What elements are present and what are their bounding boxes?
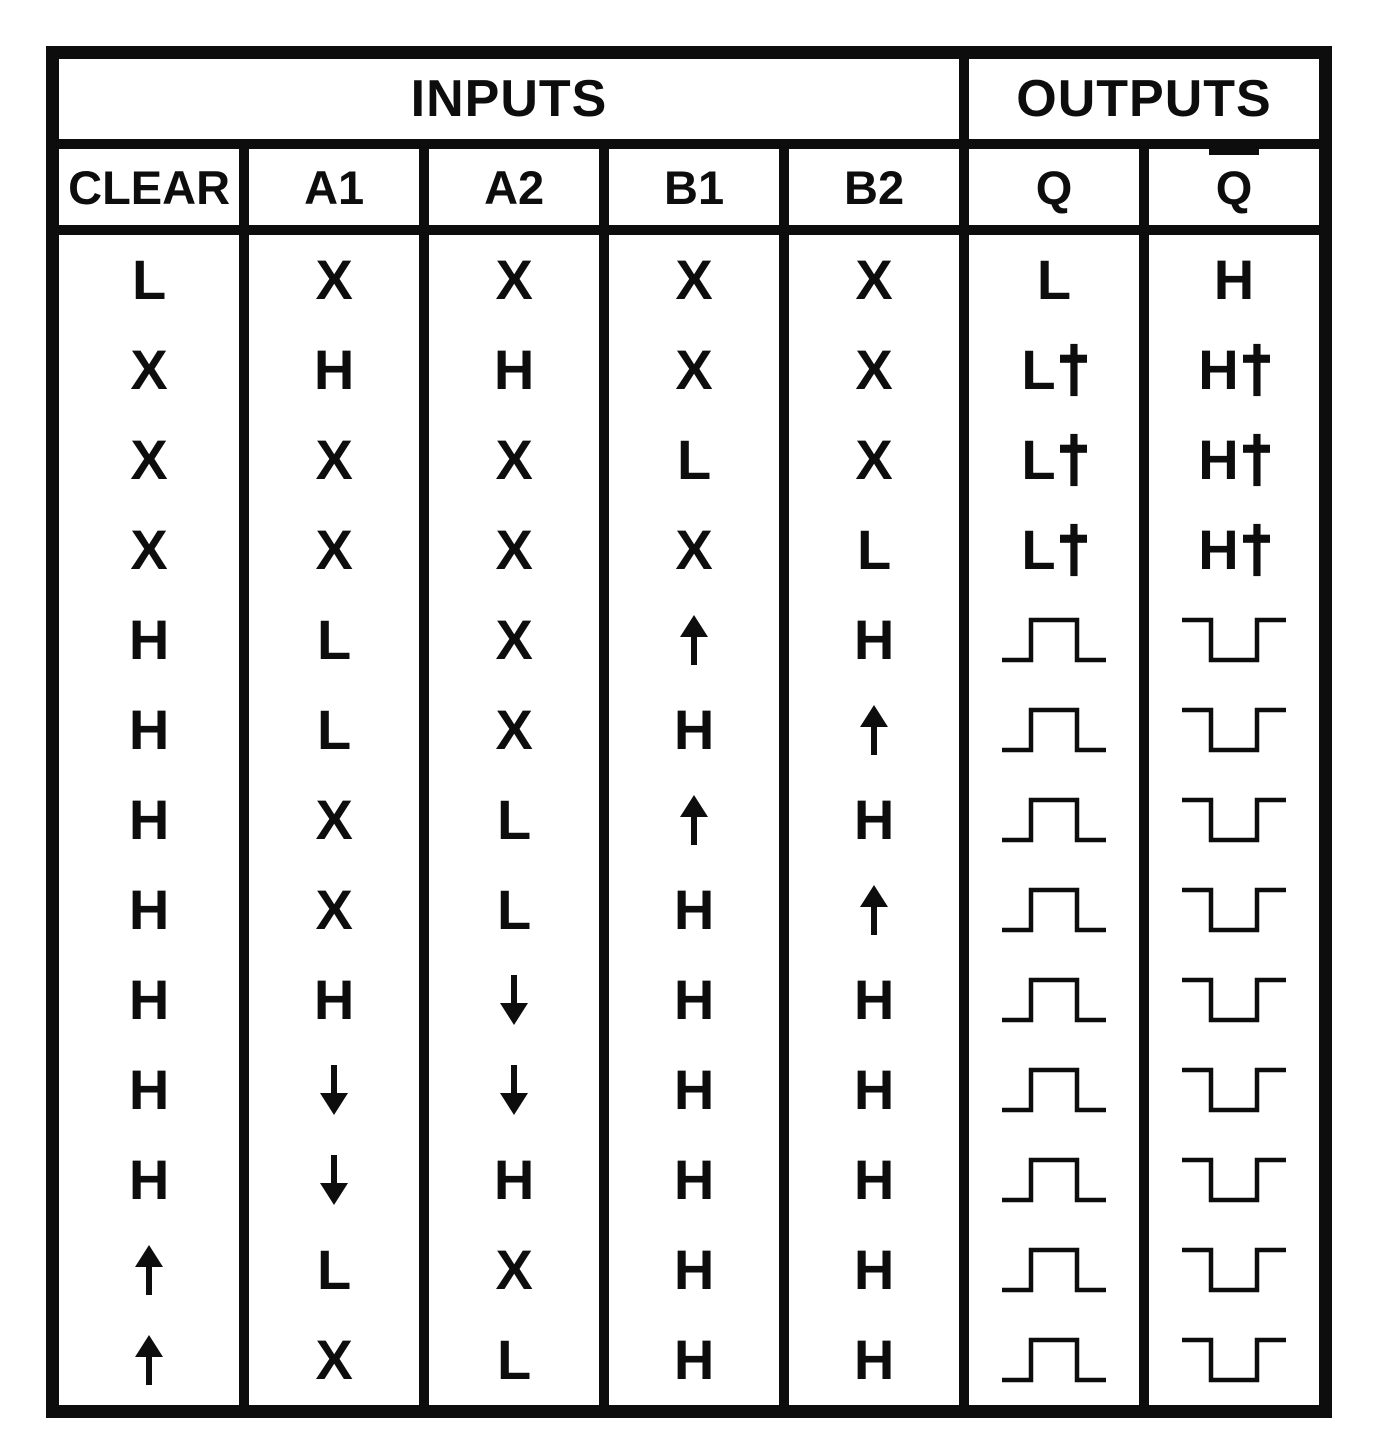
logic-level: X <box>495 248 533 311</box>
table-cell <box>1149 1225 1319 1315</box>
table-cell <box>1149 325 1319 415</box>
table-cell <box>609 415 779 505</box>
logic-level: X <box>130 338 168 401</box>
data-column-q-bar <box>1149 235 1319 1405</box>
table-cell <box>59 415 239 505</box>
table-cell <box>1149 685 1319 775</box>
positive-pulse-icon <box>1000 975 1108 1025</box>
table-cell <box>429 505 599 595</box>
logic-level: L <box>856 518 892 581</box>
table-cell <box>249 775 419 865</box>
table-cell <box>789 1225 959 1315</box>
negative-pulse-icon <box>1180 795 1288 845</box>
table-cell <box>969 1315 1139 1405</box>
table-cell <box>969 415 1139 505</box>
logic-level: H <box>128 968 170 1031</box>
logic-level: H <box>313 968 355 1031</box>
logic-level: H <box>493 338 535 401</box>
logic-level: L <box>497 1328 532 1391</box>
dagger-footnote-marker-icon <box>1060 523 1087 577</box>
table-cell <box>789 325 959 415</box>
output-level-with-dagger: L <box>1021 432 1086 488</box>
table-cell <box>969 1225 1139 1315</box>
logic-level: X <box>855 338 893 401</box>
table-cell <box>1149 955 1319 1045</box>
logic-level: H <box>1213 248 1255 311</box>
data-column-a1 <box>249 235 419 1405</box>
table-cell <box>429 1135 599 1225</box>
data-column-b1 <box>609 235 779 1405</box>
output-level-with-dagger: H <box>1198 342 1269 398</box>
logic-level: H <box>128 1058 170 1121</box>
table-cell <box>59 865 239 955</box>
column-header-b1 <box>609 149 779 225</box>
data-column-b2 <box>789 235 959 1405</box>
negative-pulse-icon <box>1180 1245 1288 1295</box>
rising-edge-arrow-icon <box>680 615 708 665</box>
table-cell <box>609 505 779 595</box>
dagger-footnote-marker-icon <box>1060 343 1087 397</box>
logic-level: X <box>315 1328 353 1391</box>
table-cell <box>59 595 239 685</box>
logic-level: X <box>495 698 533 761</box>
logic-level: X <box>495 428 533 491</box>
table-cell <box>789 955 959 1045</box>
table-cell <box>789 505 959 595</box>
logic-level: H <box>673 1328 715 1391</box>
table-cell <box>969 955 1139 1045</box>
logic-level: L <box>131 248 167 311</box>
table-cell <box>249 1135 419 1225</box>
table-cell <box>59 1135 239 1225</box>
negative-pulse-icon <box>1180 1155 1288 1205</box>
data-column-q <box>969 235 1139 1405</box>
output-level-with-dagger: L <box>1021 522 1086 578</box>
positive-pulse-icon <box>1000 705 1108 755</box>
dagger-footnote-marker-icon <box>1060 433 1087 487</box>
table-cell <box>1149 1045 1319 1135</box>
table-cell <box>789 1135 959 1225</box>
table-cell <box>59 775 239 865</box>
rising-edge-arrow-icon <box>135 1335 163 1385</box>
falling-edge-arrow-icon <box>320 1155 348 1205</box>
logic-level: H <box>853 608 895 671</box>
logic-level: H <box>673 878 715 941</box>
table-cell <box>969 235 1139 325</box>
table-cell <box>59 325 239 415</box>
dagger-footnote-marker-icon <box>1243 433 1270 487</box>
table-cell <box>249 1225 419 1315</box>
logic-level: H <box>673 1058 715 1121</box>
logic-level: H <box>128 698 170 761</box>
table-cell <box>789 865 959 955</box>
table-cell <box>609 685 779 775</box>
logic-level: H <box>673 1148 715 1211</box>
logic-level: H <box>853 1328 895 1391</box>
logic-level: H <box>673 1238 715 1301</box>
logic-level: H <box>853 1148 895 1211</box>
logic-level: H <box>128 608 170 671</box>
table-cell <box>789 1315 959 1405</box>
table-cell <box>429 235 599 325</box>
negative-pulse-icon <box>1180 885 1288 935</box>
table-cell <box>1149 775 1319 865</box>
data-column-clear <box>59 235 239 1405</box>
output-level-with-dagger: H <box>1198 432 1269 488</box>
logic-level: H <box>128 788 170 851</box>
table-cell <box>249 415 419 505</box>
logic-level: X <box>675 338 713 401</box>
table-cell <box>1149 1315 1319 1405</box>
table-cell <box>969 1135 1139 1225</box>
table-cell <box>59 1225 239 1315</box>
logic-level: L <box>1036 248 1072 311</box>
table-cell <box>609 1135 779 1225</box>
negative-pulse-icon <box>1180 1335 1288 1385</box>
table-cell <box>249 325 419 415</box>
rising-edge-arrow-icon <box>860 885 888 935</box>
outputs-group-header: OUTPUTS <box>969 59 1319 139</box>
table-cell <box>1149 865 1319 955</box>
positive-pulse-icon <box>1000 885 1108 935</box>
positive-pulse-icon <box>1000 795 1108 845</box>
table-cell <box>249 1315 419 1405</box>
logic-level: X <box>130 428 168 491</box>
table-cell <box>429 1315 599 1405</box>
table-cell <box>429 1045 599 1135</box>
dagger-footnote-marker-icon <box>1243 523 1270 577</box>
column-header-q-bar <box>1149 149 1319 225</box>
output-level-with-dagger: L <box>1021 342 1086 398</box>
column-header-q <box>969 149 1139 225</box>
table-cell <box>969 505 1139 595</box>
logic-level: X <box>130 518 168 581</box>
logic-level: X <box>495 1238 533 1301</box>
logic-level: X <box>315 248 353 311</box>
table-cell <box>429 955 599 1045</box>
column-header-a2-label: A2 <box>484 160 545 214</box>
table-cell <box>59 235 239 325</box>
logic-level: X <box>855 428 893 491</box>
rising-edge-arrow-icon <box>680 795 708 845</box>
positive-pulse-icon <box>1000 615 1108 665</box>
table-cell <box>429 865 599 955</box>
logic-level: H <box>853 1058 895 1121</box>
logic-level: L <box>317 608 352 671</box>
logic-level: H <box>673 968 715 1031</box>
logic-level: L <box>317 1238 352 1301</box>
table-cell <box>789 1045 959 1135</box>
table-cell <box>429 685 599 775</box>
table-cell <box>249 1045 419 1135</box>
table-cell <box>1149 1135 1319 1225</box>
logic-level: X <box>495 518 533 581</box>
inputs-group-header: INPUTS <box>59 59 959 139</box>
column-header-a2 <box>429 149 599 225</box>
table-cell <box>249 955 419 1045</box>
table-cell <box>429 1225 599 1315</box>
table-cell <box>249 505 419 595</box>
logic-level: X <box>495 608 533 671</box>
falling-edge-arrow-icon <box>500 1065 528 1115</box>
table-cell <box>1149 415 1319 505</box>
negative-pulse-icon <box>1180 705 1288 755</box>
falling-edge-arrow-icon <box>320 1065 348 1115</box>
table-cell <box>59 955 239 1045</box>
column-header-q-bar-label: Q <box>1215 160 1253 214</box>
table-cell <box>249 865 419 955</box>
logic-level: X <box>315 788 353 851</box>
table-cell <box>789 595 959 685</box>
column-header-b2 <box>789 149 959 225</box>
logic-level: X <box>315 878 353 941</box>
data-column-a2 <box>429 235 599 1405</box>
table-cell <box>969 595 1139 685</box>
table-cell <box>429 775 599 865</box>
table-cell <box>59 685 239 775</box>
logic-level: H <box>128 1148 170 1211</box>
logic-level: L <box>317 698 352 761</box>
table-cell <box>969 865 1139 955</box>
table-cell <box>429 415 599 505</box>
logic-level: H <box>853 1238 895 1301</box>
positive-pulse-icon <box>1000 1065 1108 1115</box>
logic-level: L <box>497 788 532 851</box>
positive-pulse-icon <box>1000 1155 1108 1205</box>
table-cell <box>789 685 959 775</box>
positive-pulse-icon <box>1000 1245 1108 1295</box>
table-cell <box>59 1045 239 1135</box>
table-cell <box>969 1045 1139 1135</box>
table-cell <box>609 865 779 955</box>
table-cell <box>249 235 419 325</box>
table-cell <box>1149 595 1319 685</box>
logic-level: X <box>315 428 353 491</box>
logic-level: H <box>853 788 895 851</box>
table-cell <box>789 775 959 865</box>
column-header-a1 <box>249 149 419 225</box>
column-header-a1-label: A1 <box>304 160 365 214</box>
table-cell <box>969 775 1139 865</box>
table-cell <box>249 595 419 685</box>
logic-level: L <box>497 878 532 941</box>
logic-level: H <box>128 878 170 941</box>
table-cell <box>609 775 779 865</box>
negative-pulse-icon <box>1180 1065 1288 1115</box>
positive-pulse-icon <box>1000 1335 1108 1385</box>
column-header-b1-label: B1 <box>664 160 725 214</box>
table-cell <box>429 325 599 415</box>
table-cell <box>789 235 959 325</box>
negative-pulse-icon <box>1180 615 1288 665</box>
logic-level: H <box>853 968 895 1031</box>
logic-level: X <box>315 518 353 581</box>
column-header-q-label: Q <box>1035 160 1073 214</box>
table-cell <box>609 1315 779 1405</box>
table-cell <box>59 1315 239 1405</box>
table-cell <box>1149 505 1319 595</box>
negative-pulse-icon <box>1180 975 1288 1025</box>
logic-level: X <box>855 248 893 311</box>
column-header-clear <box>59 149 239 225</box>
table-cell <box>429 595 599 685</box>
logic-level: X <box>675 248 713 311</box>
table-cell <box>609 1225 779 1315</box>
table-cell <box>609 325 779 415</box>
table-cell <box>609 1045 779 1135</box>
logic-level: H <box>673 698 715 761</box>
table-cell <box>969 325 1139 415</box>
table-cell <box>59 505 239 595</box>
dagger-footnote-marker-icon <box>1243 343 1270 397</box>
table-cell <box>249 685 419 775</box>
logic-level: H <box>313 338 355 401</box>
column-header-b2-label: B2 <box>844 160 905 214</box>
table-cell <box>609 595 779 685</box>
table-cell <box>609 235 779 325</box>
function-table <box>46 46 1332 1418</box>
table-cell <box>969 685 1139 775</box>
rising-edge-arrow-icon <box>860 705 888 755</box>
logic-level: X <box>675 518 713 581</box>
logic-level: H <box>493 1148 535 1211</box>
logic-level: L <box>676 428 712 491</box>
table-cell <box>789 415 959 505</box>
table-cell <box>609 955 779 1045</box>
table-cell <box>1149 235 1319 325</box>
falling-edge-arrow-icon <box>500 975 528 1025</box>
column-header-clear-label: CLEAR <box>68 160 231 214</box>
rising-edge-arrow-icon <box>135 1245 163 1295</box>
output-level-with-dagger: H <box>1198 522 1269 578</box>
